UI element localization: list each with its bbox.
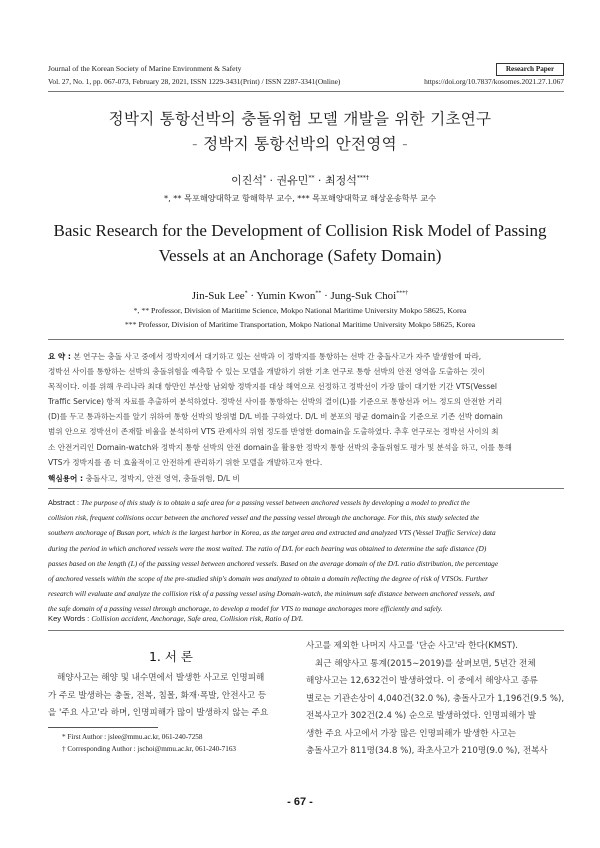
korean-abstract-line: 범위 안으로 정박선이 존재할 비율을 분석하여 VTS 관제사의 위험 정도를 반영한 domain을 도출하였다. 추후 연구로는 정박선 사이의 최	[48, 427, 499, 437]
section-heading-introduction: 1. 서 론	[148, 649, 194, 664]
author-3-ko: 최정석	[324, 174, 357, 187]
right-column-text	[306, 638, 564, 761]
english-abstract-line: research will evaluate and analyze the collision risk of a passing vessel using Domain-watch, the minimum safe distance between anchored vessels, and	[48, 589, 495, 599]
author-separator: ·	[247, 290, 257, 302]
footnote-first-author: * First Author : jslee@mmu.ac.kr, 061-240-7258	[62, 733, 203, 741]
english-abstract-line: the safe domain of a passing vessel through anchorage, to develop a model for VTS to manage anchorages more efficiently and safely.	[48, 604, 443, 614]
korean-authors	[0, 172, 600, 188]
korean-abstract-line: 요 약 : 본 연구는 충돌 사고 중에서 정박지에서 대기하고 있는 선박과 이 정박지를 통항하는 선박 간 충돌사고가 자주 발생함에 따라,	[48, 352, 482, 361]
author-2-ko: 권유민	[276, 174, 309, 187]
english-abstract-line: during the period in which anchored vessels were the most waited. The ratio of D/L for each bearing was obtained to determine the safe distance (D)	[48, 543, 487, 553]
english-keywords-value: Collision accident, Anchorage, Safe area, Collision risk, Ratio of D/L	[91, 614, 303, 623]
author-separator: ·	[266, 174, 277, 187]
author-1-en-mark: *	[244, 290, 248, 297]
author-2-en-mark: **	[315, 290, 322, 297]
abstract-top-rule	[48, 339, 564, 340]
korean-keywords-label: 핵심용어 :	[48, 474, 86, 483]
body-text-line: 을 '주요 사고'라 하며, 인명피해가 많이 발생하지 않는 주요	[48, 708, 269, 718]
author-2-ko-mark: **	[308, 174, 315, 182]
korean-abstract-line: 정박선 사이를 통항하는 선박의 충돌위험을 예측할 수 있는 모델을 개발하기 위한 기초 연구로 통항 선박의 안전 영역을 도출하는 것이	[48, 367, 485, 377]
english-keywords	[48, 614, 303, 623]
english-abstract-line: collision risk, frequent collisions occur between the anchored vessel and the passing vessel through the anchorage. For this, this study selected the	[48, 513, 480, 523]
left-column-text	[48, 670, 296, 723]
author-separator: ·	[314, 174, 325, 187]
korean-subtitle: - 정박지 통항선박의 안전영역 -	[192, 135, 408, 153]
author-3-ko-mark: ***†	[356, 174, 369, 182]
korean-keywords-value: 충돌사고, 정박지, 안전 영역, 충돌위험, D/L 비	[85, 474, 240, 483]
korean-affiliation: *, ** 목포해양대학교 항해학부 교수, *** 목포해양대학교 해상운송학부 교수	[163, 193, 437, 203]
volume-info: Vol. 27, No. 1, pp. 067-073, February 28, 2021, ISSN 1229-3431(Print) / ISSN 2287-3341(Online)	[48, 77, 341, 86]
body-text-line: 생한 주요 사고에서 가장 많은 인명피해가 발생한 사고는	[306, 728, 517, 739]
author-1-en: Jin-Suk Lee	[191, 290, 245, 302]
english-abstract-line: passes based on the length (L) of the passing vessel between anchored vessels. Based on the average domain of the D/L ratio distribution, the percentage	[48, 558, 499, 568]
korean-abstract-line: (D)를 두고 통과하는지를 알기 위하여 통항 선박의 방위별 D/L 비를 구하였다. D/L 비 분포의 평균 domain을 기준으로 기존 선박 domain	[48, 412, 503, 422]
english-abstract	[48, 495, 564, 617]
korean-keywords	[48, 473, 240, 484]
korean-abstract-label: 요 약 :	[48, 352, 74, 361]
english-abstract-line: southern anchorage of Busan port, which is the largest harbor in Korea, as the target area and extracted and analyzed VTS (Vessel Traffic Service) data	[48, 528, 496, 538]
author-separator: ·	[321, 290, 331, 302]
doi-link[interactable]: https://doi.org/10.7837/kosomes.2021.27.1.067	[424, 77, 564, 86]
english-keywords-label: Key Words :	[48, 614, 92, 623]
body-text-line: 충돌사고가 811명(34.8 %), 좌초사고가 210명(9.0 %), 전복사	[306, 746, 548, 756]
english-affiliation-1: *, ** Professor, Division of Maritime Science, Mokpo National Maritime University Mokpo 58625, Korea	[133, 306, 467, 315]
author-1-ko-mark: *	[263, 174, 267, 182]
english-title-line-1: Basic Research for the Development of Collision Risk Model of Passing	[53, 221, 547, 240]
english-abstract-line: Abstract : The purpose of this study is to obtain a safe area for a passing vessel between anchored vessels by developing a model to predict the	[48, 498, 470, 507]
article-type-badge: Research Paper	[496, 63, 564, 76]
body-top-rule	[48, 630, 564, 631]
body-text-line: 해양사고는 해양 및 내수면에서 발생한 사고로 인명피해	[57, 673, 265, 683]
body-text-line: 사고를 제외한 나머지 사고를 '단순 사고'라 한다(KMST).	[306, 641, 519, 651]
journal-name: Journal of the Korean Society of Marine Environment & Safety	[48, 64, 242, 73]
english-authors	[0, 290, 600, 302]
author-1-ko: 이진석	[231, 174, 264, 187]
english-abstract-label: Abstract :	[48, 498, 82, 507]
korean-abstract-line: VTS가 정박지를 좀 더 효율적이고 안전하게 관리하기 위한 모델을 개발하고자 한다.	[48, 457, 323, 467]
footnote-rule	[48, 727, 158, 728]
korean-abstract	[48, 349, 564, 470]
author-2-en: Yumin Kwon	[256, 290, 316, 302]
korean-abstract-line: 소 안전거리인 Domain-watch와 정박지 통항 선박의 안전 domain을 활용한 정박지 통항 선박의 충돌위험도 평가 및 분석을 하고, 이를 통해	[48, 442, 512, 452]
author-3-en: Jung-Suk Choi	[330, 290, 397, 302]
korean-abstract-line: 목적이다. 이를 위해 우리나라 최대 항만인 부산항 남외항 정박지를 대상 해역으로 선정하고 정박선이 가장 많이 대기한 기간 VTS(Vessel	[48, 382, 498, 392]
body-text-line: 별로는 기관손상이 4,040건(32.0 %), 충돌사고가 1,196건(9.5 %),	[306, 693, 564, 704]
footnote-corresponding-author: † Corresponding Author : jschoi@mmu.ac.kr, 061-240-7163	[62, 745, 237, 753]
english-abstract-line: of anchored vessels within the scope of the pre-studied ship's domain was analyzed to obtain a domain reflecting the degree of risk of VTSOs. Further	[48, 574, 489, 584]
author-3-en-mark: ***†	[396, 290, 409, 297]
page-number: - 67 -	[287, 796, 313, 808]
english-affiliation-2: *** Professor, Division of Maritime Transportation, Mokpo National Maritime University Mokpo 58625, Korea	[124, 320, 476, 329]
header-rule	[48, 91, 564, 92]
abstract-divider-rule	[48, 488, 564, 489]
korean-abstract-line: Traffic Service) 항적 자료를 추출하여 분석하였다. 정박선 사이를 통항하는 선박의 결이(L)를 기준으로 통항선과 어느 정도의 안전한 거리	[48, 397, 503, 407]
english-title-line-2: Vessels at an Anchorage (Safety Domain)	[158, 246, 442, 265]
body-text-line: 전복사고가 302건(2.4 %) 순으로 발생하였다. 인명피해가 발	[306, 711, 537, 721]
korean-title-line-1: 정박지 통항선박의 충돌위험 모델 개발을 위한 기초연구	[108, 110, 492, 128]
body-text-line: 최근 해양사고 통계(2015∼2019)를 살펴보면, 5년간 전체	[315, 658, 536, 669]
body-text-line: 해양사고는 12,632건이 발생하였다. 이 중에서 해양사고 종류	[306, 676, 538, 686]
body-text-line: 가 주로 발생하는 충돌, 전복, 침몰, 화재·폭발, 안전사고 등	[48, 690, 267, 701]
